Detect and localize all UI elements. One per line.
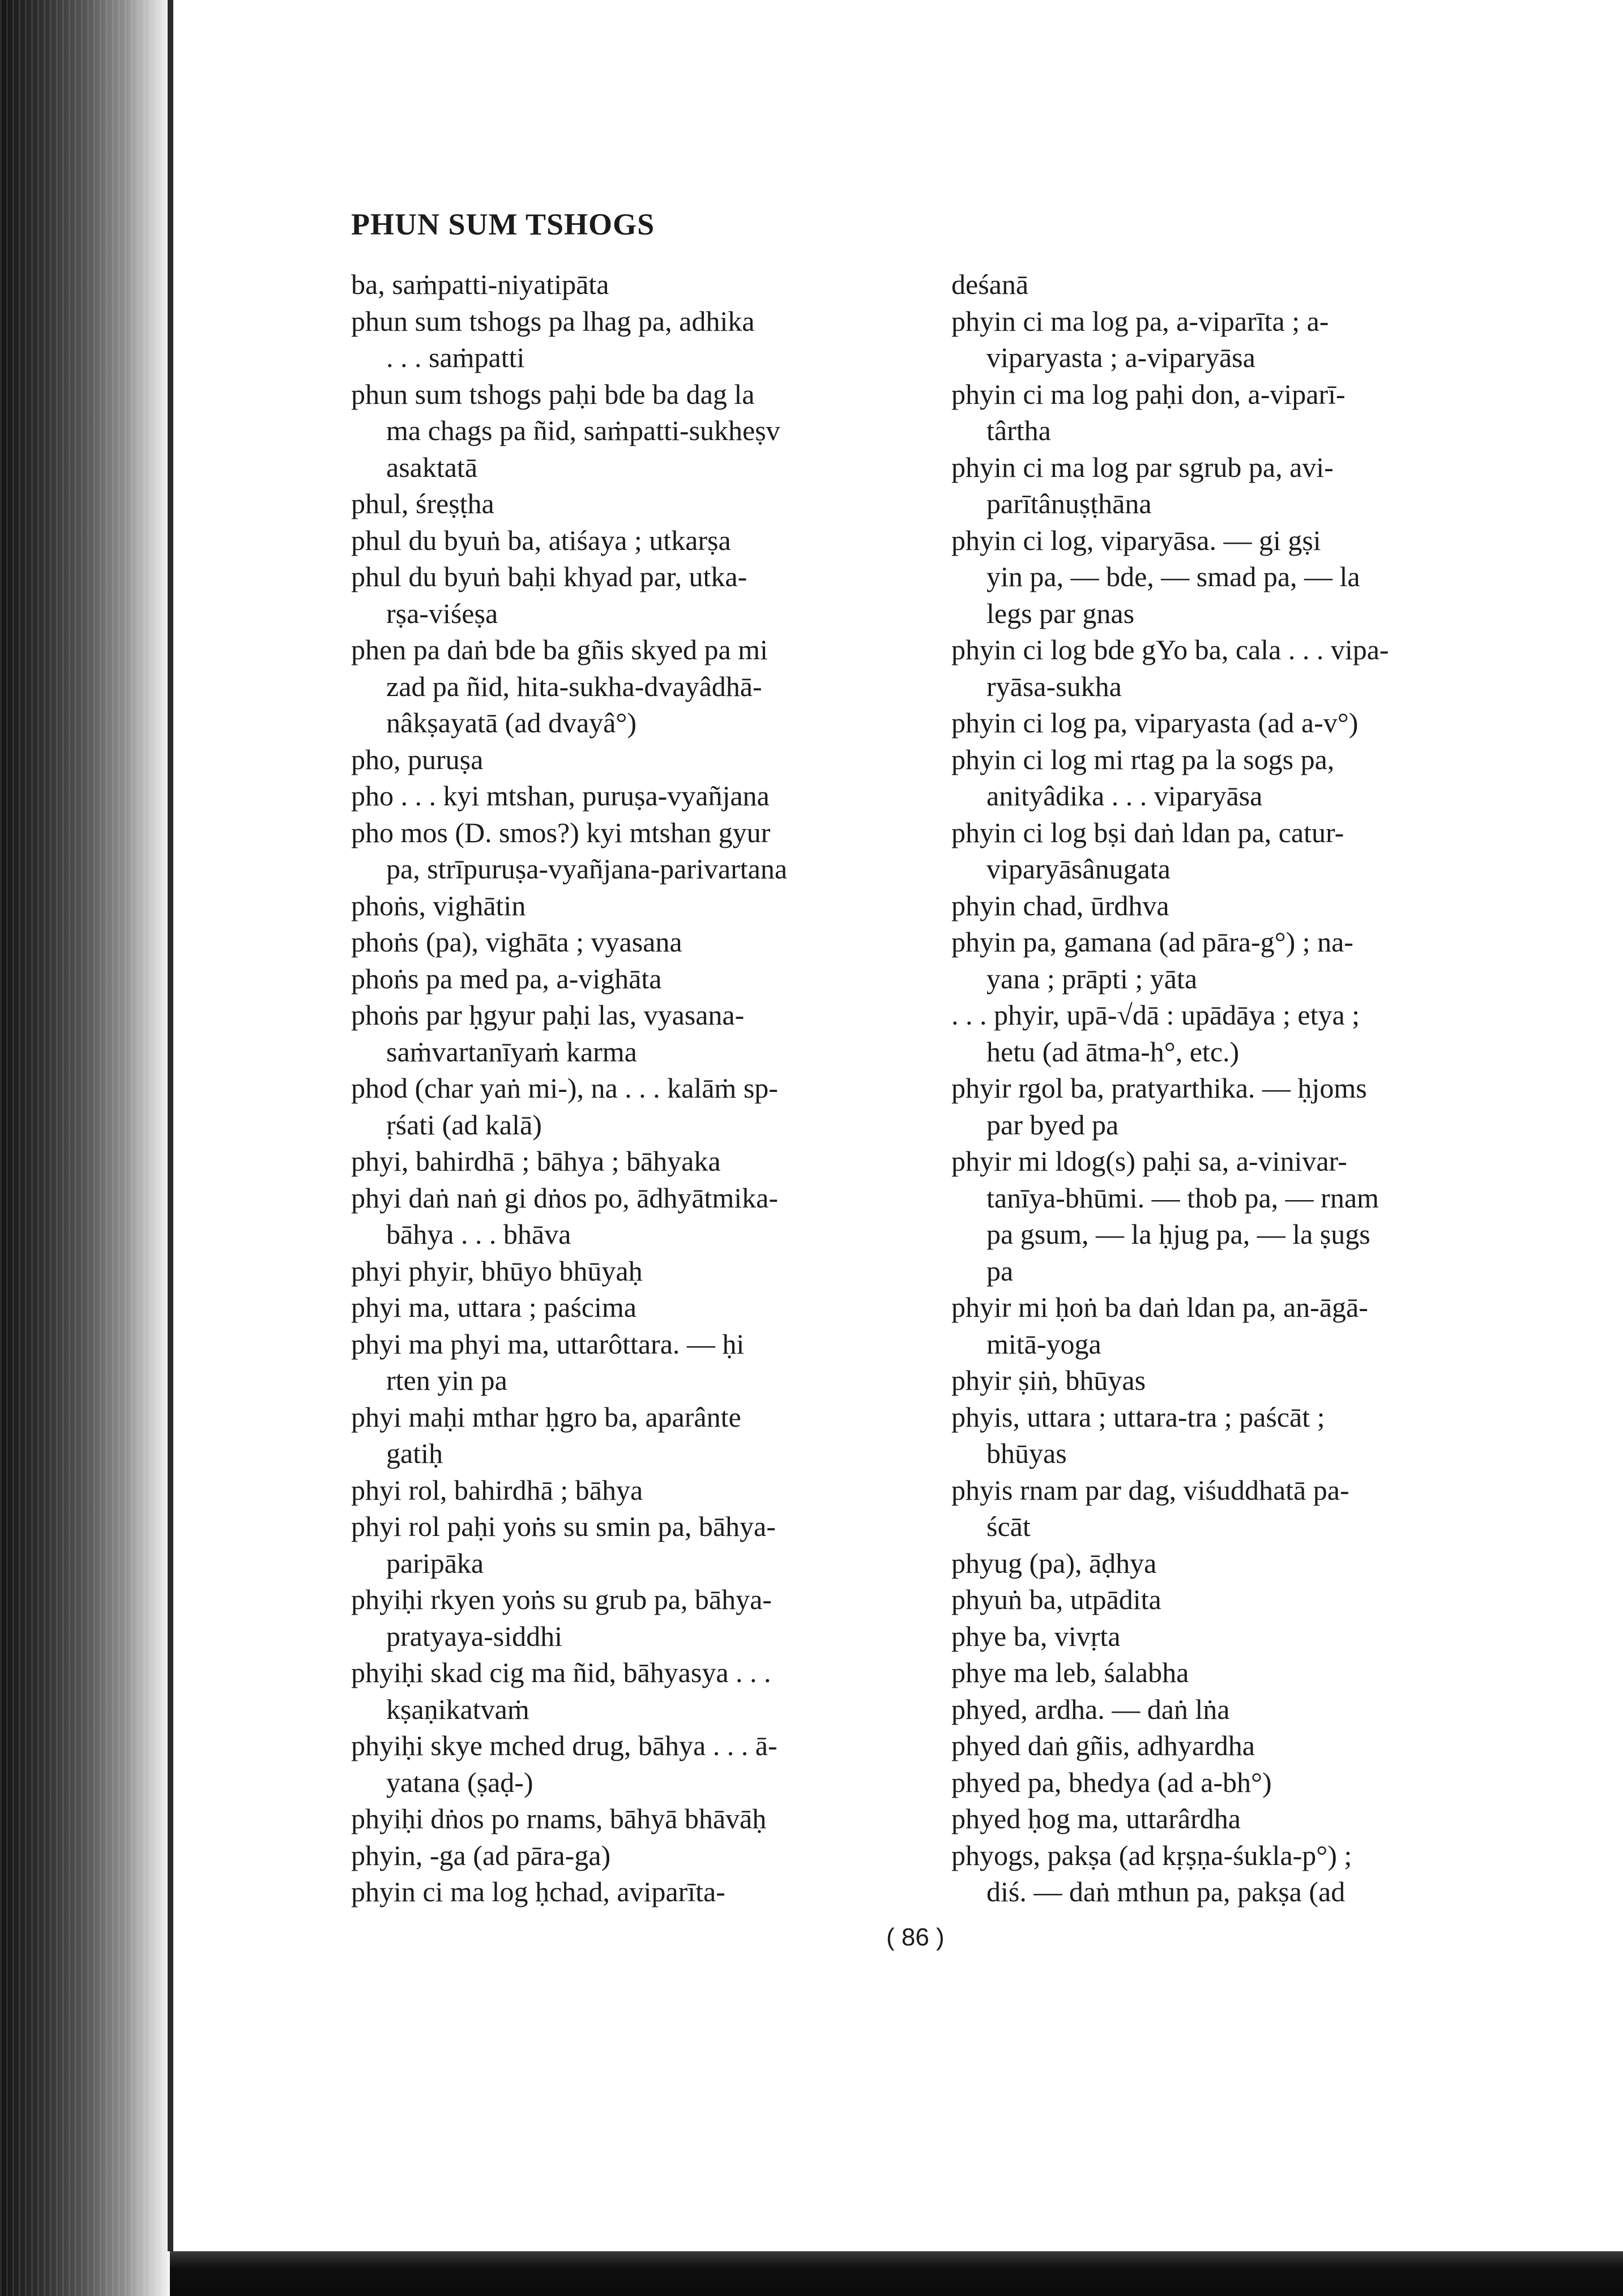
- dictionary-line: phen pa daṅ bde ba gñis skyed pa mi: [351, 634, 768, 665]
- dictionary-line: viparyāsânugata: [986, 853, 1171, 885]
- dictionary-line: gatiḥ: [386, 1437, 443, 1469]
- dictionary-line: parītânuṣṭhāna: [986, 488, 1152, 519]
- dictionary-line: yatana (ṣaḍ-): [386, 1766, 533, 1798]
- dictionary-line: pratyaya-siddhi: [386, 1620, 563, 1652]
- dictionary-line: phyin ci ma log par sgrub pa, avi-: [951, 451, 1334, 483]
- dictionary-line: phyi ma, uttara ; paścima: [351, 1291, 637, 1323]
- dictionary-line: phun sum tshogs pa lhag pa, adhika: [351, 305, 755, 337]
- dictionary-line: asaktatā: [386, 451, 478, 483]
- dictionary-line: phyin, -ga (ad pāra-ga): [351, 1839, 611, 1871]
- dictionary-line: phye ma leb, śalabha: [951, 1657, 1189, 1688]
- dictionary-line: phyir mi ldog(s) paḥi sa, a-vinivar-: [951, 1145, 1347, 1177]
- dictionary-line: deśanā: [951, 268, 1029, 300]
- dictionary-line: phyi rol, bahirdhā ; bāhya: [351, 1474, 643, 1506]
- dictionary-line: tanīya-bhūmi. — thob pa, — rnam: [986, 1181, 1379, 1214]
- dictionary-line: pa, strīpuruṣa-vyañjana-parivartana: [386, 853, 788, 885]
- left-column: [351, 266, 934, 1910]
- dictionary-line: phyiḥi dṅos po rnams, bāhyā bhāvāḥ: [351, 1803, 767, 1834]
- dictionary-line: diś. — daṅ mthun pa, pakṣa (ad: [986, 1876, 1346, 1907]
- dictionary-line: . . . saṁpatti: [386, 342, 525, 373]
- dictionary-line: phul, śreṣṭha: [351, 488, 494, 519]
- dictionary-line: phye ba, vivṛta: [951, 1620, 1121, 1652]
- dictionary-line: phyir mi ḥoṅ ba daṅ ldan pa, an-āgā-: [951, 1291, 1368, 1323]
- dictionary-line: pa gsum, — la ḥjug pa, — la ṣugs: [986, 1218, 1370, 1250]
- dictionary-line: phyin ci log pa, viparyasta (ad a-v°): [951, 707, 1359, 739]
- dictionary-line: phoṅs (pa), vighāta ; vyasana: [351, 926, 682, 958]
- dictionary-line: phyin ci ma log pa, a-viparīta ; a-: [951, 305, 1329, 337]
- dictionary-line: par byed pa: [986, 1108, 1119, 1141]
- dictionary-line: phyin ci ma log ḥchad, aviparīta-: [351, 1876, 725, 1907]
- dictionary-line: târtha: [986, 415, 1051, 446]
- dictionary-line: phun sum tshogs paḥi bde ba dag la: [351, 378, 755, 410]
- dictionary-line: phyug (pa), āḍhya: [951, 1547, 1157, 1579]
- dictionary-line: rṣa-viśeṣa: [386, 597, 498, 629]
- dictionary-line: phyis, uttara ; uttara-tra ; paścāt ;: [951, 1401, 1325, 1433]
- dictionary-line: . . . phyir, upā-√dā : upādāya ; etya ;: [951, 999, 1360, 1031]
- dictionary-line: phyin ci log, viparyāsa. — gi gṣi: [951, 524, 1321, 556]
- dictionary-line: phyin chad, ūrdhva: [951, 889, 1169, 921]
- dictionary-line: pho, puruṣa: [351, 743, 484, 775]
- dictionary-line: phyed pa, bhedya (ad a-bh°): [951, 1766, 1272, 1798]
- page-number: ( 86 ): [886, 1923, 945, 1951]
- dictionary-line: ba, saṁpatti-niyatipāta: [351, 268, 609, 300]
- dictionary-line: ścāt: [986, 1510, 1031, 1542]
- dictionary-line: phoṅs par ḥgyur paḥi las, vyasana-: [351, 999, 745, 1031]
- scan-bottom-edge: [170, 2251, 1623, 2296]
- dictionary-line: phyin pa, gamana (ad pāra-g°) ; na-: [951, 926, 1353, 958]
- dictionary-line: phyed daṅ gñis, adhyardha: [951, 1730, 1255, 1761]
- dictionary-line: nâkṣayatā (ad dvayâ°): [386, 707, 637, 739]
- dictionary-line: bhūyas: [986, 1437, 1067, 1469]
- dictionary-line: phyin ci log bṣi daṅ ldan pa, catur-: [951, 816, 1344, 848]
- dictionary-line: legs par gnas: [986, 597, 1135, 629]
- dictionary-line: phyin ci log bde gYo ba, cala . . . vipa-: [951, 634, 1389, 665]
- dictionary-line: phod (char yaṅ mi-), na . . . kalāṁ sp-: [351, 1072, 778, 1104]
- book-spine-shadow: [0, 0, 170, 2296]
- dictionary-line: yana ; prāpti ; yāta: [986, 962, 1198, 995]
- dictionary-line: anityâdika . . . viparyāsa: [986, 780, 1263, 812]
- dictionary-line: phyir rgol ba, pratyarthika. — ḥjoms: [951, 1072, 1367, 1104]
- dictionary-line: mitā-yoga: [986, 1328, 1101, 1360]
- dictionary-line: phyogs, pakṣa (ad kṛṣṇa-śukla-p°) ;: [951, 1839, 1352, 1871]
- dictionary-line: pho mos (D. smos?) kyi mtshan gyur: [351, 816, 771, 848]
- dictionary-line: bāhya . . . bhāva: [386, 1218, 571, 1250]
- dictionary-line: phyuṅ ba, utpādita: [951, 1584, 1161, 1615]
- dictionary-line: phyed, ardha. — daṅ lṅa: [951, 1693, 1230, 1725]
- dictionary-line: phyin ci ma log paḥi don, a-viparī-: [951, 378, 1346, 410]
- dictionary-line: phul du byuṅ baḥi khyad par, utka-: [351, 561, 748, 592]
- dictionary-line: phyi ma phyi ma, uttarôttara. — ḥi: [351, 1328, 745, 1360]
- dictionary-line: zad pa ñid, hita-sukha-dvayâdhā-: [386, 670, 762, 702]
- dictionary-line: viparyasta ; a-viparyāsa: [986, 342, 1255, 373]
- dictionary-line: ṛśati (ad kalā): [386, 1108, 542, 1141]
- dictionary-line: phyi daṅ naṅ gi dṅos po, ādhyātmika-: [351, 1181, 779, 1214]
- dictionary-line: phyir ṣiṅ, bhūyas: [951, 1364, 1146, 1396]
- dictionary-line: phyiḥi rkyen yoṅs su grub pa, bāhya-: [351, 1584, 772, 1615]
- dictionary-line: phoṅs, vighātin: [351, 889, 526, 921]
- dictionary-line: phoṅs pa med pa, a-vighāta: [351, 962, 662, 995]
- running-header: PHUN SUM TSHOGS: [351, 207, 655, 241]
- dictionary-line: pho . . . kyi mtshan, puruṣa-vyañjana: [351, 780, 770, 812]
- right-column: [951, 266, 1535, 1910]
- dictionary-line: phul du byuṅ ba, atiśaya ; utkarṣa: [351, 524, 731, 556]
- page-gutter: [168, 0, 173, 2251]
- dictionary-line: phyis rnam par dag, viśuddhatā pa-: [951, 1474, 1349, 1506]
- dictionary-line: phyi phyir, bhūyo bhūyaḥ: [351, 1254, 643, 1287]
- dictionary-line: hetu (ad ātma-h°, etc.): [986, 1035, 1240, 1068]
- dictionary-line: paripāka: [386, 1547, 484, 1579]
- dictionary-line: phyin ci log mi rtag pa la sogs pa,: [951, 743, 1335, 775]
- dictionary-line: phyi, bahirdhā ; bāhya ; bāhyaka: [351, 1145, 721, 1177]
- dictionary-line: saṁvartanīyaṁ karma: [386, 1035, 637, 1068]
- dictionary-line: pa: [986, 1254, 1014, 1287]
- dictionary-line: phyiḥi skad cig ma ñid, bāhyasya . . .: [351, 1657, 771, 1688]
- dictionary-line: kṣaṇikatvaṁ: [386, 1693, 529, 1725]
- dictionary-line: phyiḥi skye mched drug, bāhya . . . ā-: [351, 1730, 778, 1761]
- dictionary-line: rten yin pa: [386, 1364, 507, 1396]
- dictionary-line: phyi rol paḥi yoṅs su smin pa, bāhya-: [351, 1510, 776, 1542]
- dictionary-line: ryāsa-sukha: [986, 670, 1122, 702]
- dictionary-line: phyed ḥog ma, uttarârdha: [951, 1803, 1241, 1834]
- dictionary-line: phyi maḥi mthar ḥgro ba, aparânte: [351, 1401, 741, 1433]
- dictionary-line: ma chags pa ñid, saṁpatti-sukheṣv: [386, 415, 780, 446]
- dictionary-line: yin pa, — bde, — smad pa, — la: [986, 561, 1360, 592]
